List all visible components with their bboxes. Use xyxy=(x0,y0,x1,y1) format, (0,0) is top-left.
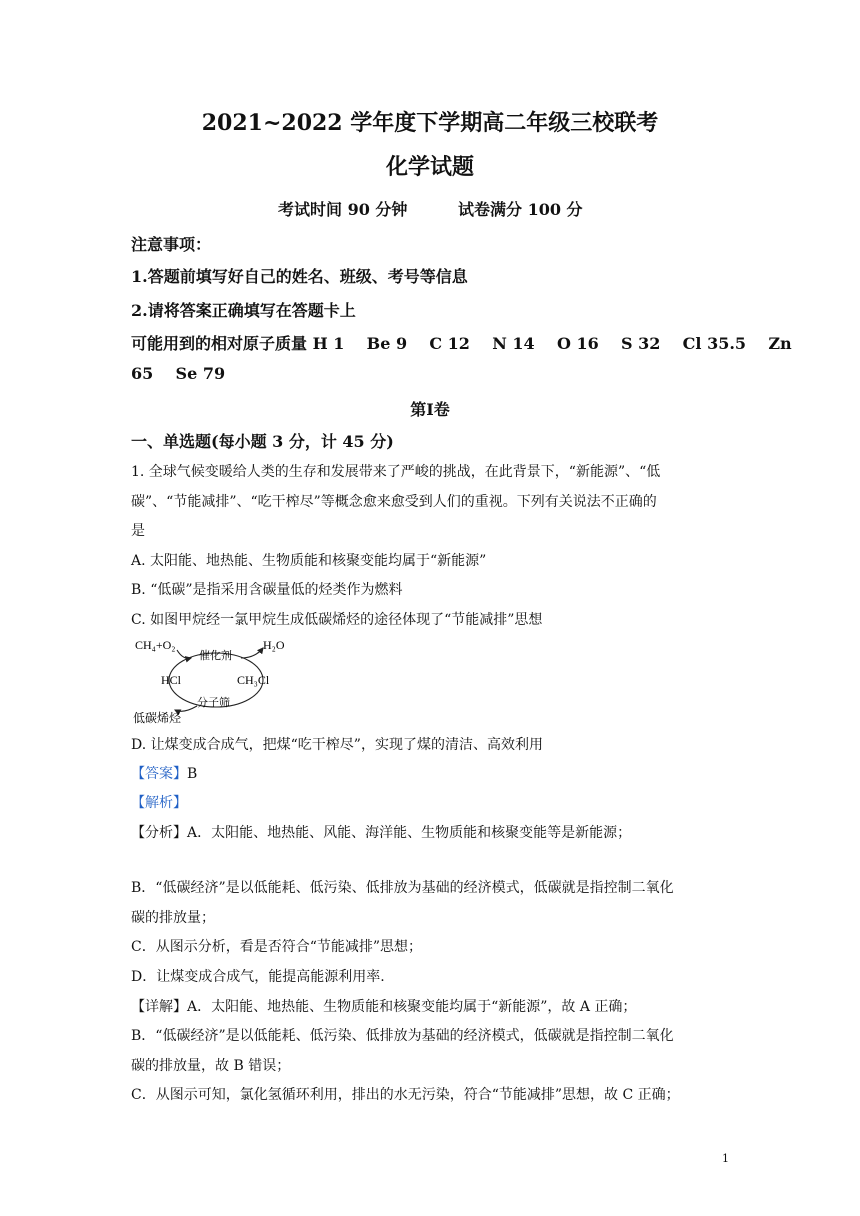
olefin-label: 低碳烯烃 xyxy=(133,711,182,725)
fenxi-d: D．让煤变成合成气，能提高能源利用率. xyxy=(131,969,385,985)
detail-c: C．从图示可知，氯化氢循环利用，排出的水无污染，符合“节能减排”思想，故 C 正确； xyxy=(131,1087,680,1103)
option-b: B. “低碳”是指采用含碳量低的烃类作为燃料 xyxy=(131,582,403,598)
answer-line xyxy=(131,763,197,783)
water-label: H₂O xyxy=(263,638,285,652)
sieve-label: 分子筛 xyxy=(197,697,230,709)
answer-value: B xyxy=(187,766,198,782)
fenxi-b-line-1: B．“低碳经济”是以低能耗、低污染、低排放为基础的经济模式，低碳就是指控制二氧化 xyxy=(131,880,674,896)
subject-title: 化学试题 xyxy=(385,154,474,180)
reactant-arrow xyxy=(177,650,191,658)
atomic-mass-line-2: 65 Se 79 xyxy=(131,364,226,383)
page-number: 1 xyxy=(722,1152,729,1165)
catalyst-label: 催化剂 xyxy=(199,650,232,662)
detail-tag: 【详解】 xyxy=(131,999,187,1015)
option-a: A. 太阳能、地热能、生物质能和核聚变能均属于“新能源” xyxy=(131,553,487,569)
fenxi-c: C．从图示分析，看是否符合“节能减排”思想； xyxy=(131,939,423,955)
exam-title: 2021~2022 学年度下学期高二年级三校联考 xyxy=(201,110,659,136)
detail-b-line-1: B．“低碳经济”是以低能耗、低污染、低排放为基础的经济模式，低碳就是指控制二氧化 xyxy=(131,1028,674,1044)
full-score: 试卷满分 100 分 xyxy=(458,200,583,219)
notice-item-1: 1.答题前填写好自己的姓名、班级、考号等信息 xyxy=(131,267,468,286)
option-d: D. 让煤变成合成气，把煤“吃干榨尽”，实现了煤的清洁、高效利用 xyxy=(131,737,543,753)
water-arrow xyxy=(241,648,263,658)
analysis-tag: 【解析】 xyxy=(131,795,187,811)
volume-heading: 第Ⅰ卷 xyxy=(410,400,450,419)
notice-heading: 注意事项： xyxy=(131,235,212,254)
ch3cl-label: CH₃Cl xyxy=(237,673,270,687)
section-heading: 一、单选题(每小题 3 分，计 45 分) xyxy=(131,432,394,451)
option-c: C. 如图甲烷经一氯甲烷生成低碳烯烃的途径体现了“节能减排”思想 xyxy=(131,612,543,628)
hcl-label: HCl xyxy=(161,673,182,687)
notice-item-2: 2.请将答案正确填写在答题卡上 xyxy=(131,301,356,320)
reactants-label: CH₄+O₂ xyxy=(135,638,176,652)
answer-tag: 【答案】 xyxy=(131,766,187,782)
detail-a: A．太阳能、地热能、生物质能和核聚变能均属于“新能源”，故 A 正确； xyxy=(187,999,637,1015)
fenxi-tag: 【分析】 xyxy=(131,825,187,841)
question-stem-line-2: 碳”、“节能减排”、“吃干榨尽”等概念愈来愈受到人们的重视。下列有关说法不正确的 xyxy=(131,494,657,510)
detail-a-line xyxy=(131,996,636,1016)
exam-time: 考试时间 90 分钟 xyxy=(278,200,408,219)
question-stem-line-3: 是 xyxy=(131,523,145,539)
detail-b-line-2: 碳的排放量，故 B 错误； xyxy=(131,1058,291,1074)
fenxi-b-line-2: 碳的排放量； xyxy=(131,910,215,926)
atomic-mass-line-1: 可能用到的相对原子质量 H 1 Be 9 C 12 N 14 O 16 S 32 Cl 35.5 Zn xyxy=(131,334,792,353)
fenxi-a: A．太阳能、地热能、风能、海洋能、生物质能和核聚变能等是新能源； xyxy=(187,825,632,841)
question-stem-line-1: 1. 全球气候变暖给人类的生存和发展带来了严峻的挑战，在此背景下，“新能源”、“低 xyxy=(131,464,661,480)
reaction-diagram xyxy=(131,636,301,726)
fenxi-a-line xyxy=(131,822,631,842)
